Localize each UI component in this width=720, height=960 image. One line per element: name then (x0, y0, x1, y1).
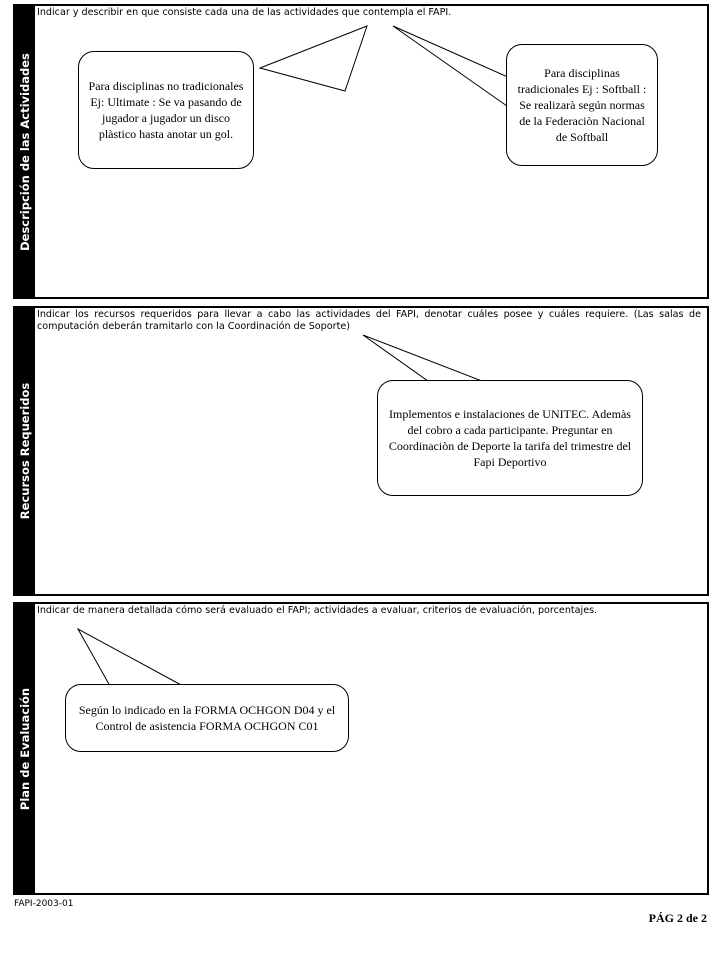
section-instruction: Indicar y describir en que consiste cada una de las actividades que contempla el FAPI. (37, 7, 452, 18)
section-instruction: Indicar los recursos requeridos para llevar a cabo las actividades del FAPI, denotar cuáles posee y cuáles requiere. (Las salas de computación deberán tramitarlo con la Coordinación de Soporte) (37, 309, 701, 332)
section-recursos-requeridos (13, 306, 709, 596)
section-side-label: Recursos Requeridos (18, 382, 32, 520)
callout-text: Para disciplinas no tradicionales Ej: Ultimate : Se va pasando de jugador a jugador un disco plàstico hasta anotar un gol. (88, 79, 244, 141)
section-side-label: Plan de Evaluación (18, 687, 32, 810)
section-descripcion-actividades (13, 4, 709, 299)
callout-text: Implementos e instalaciones de UNITEC. Ademàs del cobro a cada participante. Preguntar en Coordinaciòn de Deporte la tarifa del trimestre del Fapi Deportivo (388, 407, 632, 469)
section-plan-evaluacion (13, 602, 709, 895)
callout-text: Para disciplinas tradicionales Ej : Softball : Se realizarà según normas de la Federaciòn Nacional de Softball (517, 66, 647, 144)
section-side-bar (15, 6, 35, 297)
callout-evaluacion (65, 684, 349, 752)
callout-recursos (377, 380, 643, 496)
form-code: FAPI-2003-01 (14, 899, 74, 909)
callout-no-tradicionales (78, 51, 254, 169)
section-side-label: Descripción de las Actividades (18, 52, 32, 251)
section-instruction: Indicar de manera detallada cómo será evaluado el FAPI; actividades a evaluar, criterios de evaluación, porcentajes. (37, 605, 598, 616)
page-number: PÁG 2 de 2 (648, 911, 707, 925)
section-side-bar (15, 604, 35, 893)
callout-text: Según lo indicado en la FORMA OCHGON D04 y el Control de asistencia FORMA OCHGON C01 (78, 703, 336, 733)
callout-tradicionales (506, 44, 658, 166)
section-side-bar (15, 308, 35, 594)
